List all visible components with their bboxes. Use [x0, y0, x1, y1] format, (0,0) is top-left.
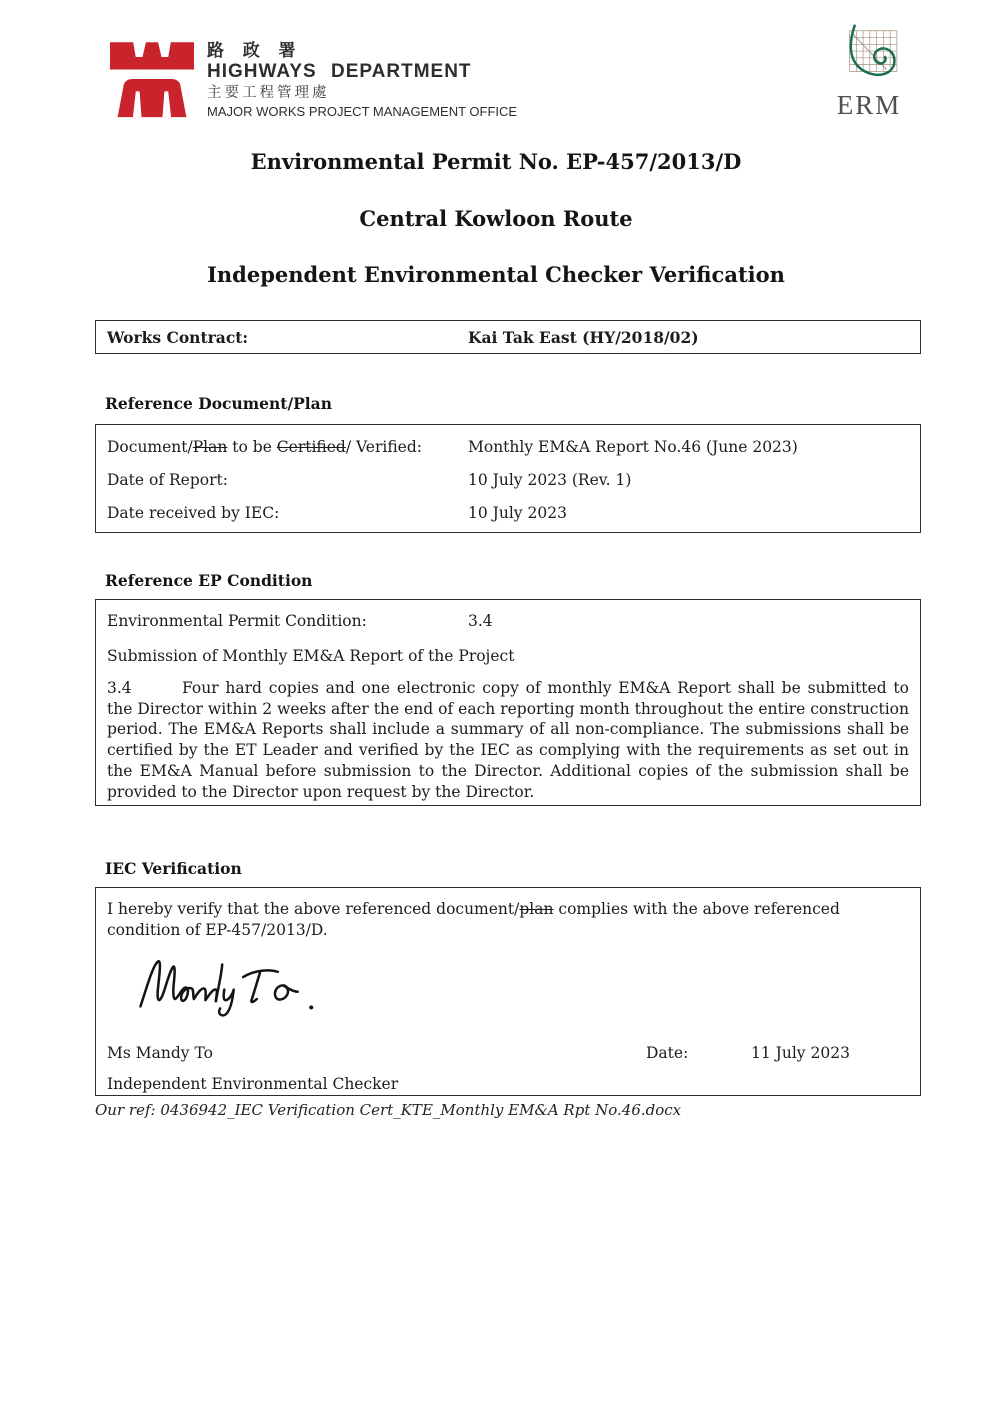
date-value: 11 July 2023 [751, 1044, 850, 1062]
iec-statement [107, 899, 909, 941]
date-of-report-row [96, 463, 920, 496]
ep-condition-value: 3.4 [468, 612, 493, 630]
signer-name: Ms Mandy To [107, 1044, 213, 1062]
statement-prefix: I hereby verify that the above referenced document/ [107, 900, 520, 918]
erm-wordmark: ERM [836, 90, 902, 120]
title-permit-number: Environmental Permit No. EP-457/2013/D [250, 149, 742, 174]
office-name-zh: 主要工程管理處 [207, 85, 330, 101]
section-heading-reference-document: Reference Document/Plan [105, 394, 332, 413]
date-of-report-value: 10 July 2023 (Rev. 1) [468, 470, 632, 489]
iec-verification-box [95, 887, 921, 1096]
ep-condition-label: Environmental Permit Condition: [107, 612, 367, 630]
ep-condition-row [107, 612, 909, 630]
ep-subheading: Submission of Monthly EM&A Report of the Project [107, 647, 515, 665]
reference-document-table [95, 424, 921, 533]
label-prefix: Document/ [107, 437, 193, 456]
our-ref: Our ref: 0436942_IEC Verification Cert_KTE_Monthly EM&A Rpt No.46.docx [95, 1101, 682, 1119]
document-verified-label [107, 438, 468, 456]
works-contract-value: Kai Tak East (HY/2018/02) [468, 327, 699, 347]
struck-word-plan: Plan [192, 437, 228, 456]
struck-word-certified: Certified [276, 437, 346, 456]
title-verification: Independent Environmental Checker Verification [207, 262, 785, 287]
date-label: Date: [646, 1044, 689, 1062]
works-contract-label: Works Contract: [107, 327, 249, 347]
highways-department-logo-icon [110, 40, 194, 118]
date-received-label: Date received by IEC: [107, 503, 280, 522]
department-name-block [207, 41, 517, 119]
ep-clause-paragraph [107, 678, 909, 802]
statement-suffix: complies with the above referenced condition of EP-457/2013/D. [107, 900, 840, 939]
ep-clause-number: 3.4 [107, 679, 132, 697]
ep-condition-table [95, 599, 921, 806]
struck-word-plan-2: plan [519, 900, 554, 918]
dept-name-zh: 路 政 署 [207, 41, 303, 60]
signer-date-row [107, 1044, 909, 1066]
label-suffix: / Verified: [345, 437, 422, 456]
section-heading-iec-verification: IEC Verification [105, 859, 242, 878]
label-middle: to be [227, 437, 277, 456]
office-name-en: MAJOR WORKS PROJECT MANAGEMENT OFFICE [207, 104, 518, 119]
signature [109, 954, 349, 1020]
erm-fern-logo-icon [836, 24, 902, 90]
date-of-report-label: Date of Report: [107, 470, 228, 489]
works-contract-table [95, 320, 921, 354]
section-heading-reference-ep: Reference EP Condition [105, 571, 313, 590]
title-route: Central Kowloon Route [359, 206, 633, 231]
date-received-row [96, 496, 920, 529]
signer-title: Independent Environmental Checker [107, 1075, 399, 1093]
document-verified-row [96, 430, 920, 463]
dept-name-en: HIGHWAYS DEPARTMENT [207, 61, 472, 82]
erm-logo-block [831, 24, 907, 119]
date-received-value: 10 July 2023 [468, 503, 567, 522]
ep-clause-text: Four hard copies and one electronic copy of monthly EM&A Report shall be submitted to the Director within 2 weeks after the end of each reporting month throughout the entire construction period. The EM&A Reports shall include a summary of all non-compliance. The submissions shall be certified by the ET Leader and verified by the IEC as complying with the requirements as set out in the EM&A Manual before submission to the Director. Additional copies of the submission shall be provided to the Director upon request by the Director. [107, 679, 909, 801]
document-verified-value: Monthly EM&A Report No.46 (June 2023) [468, 437, 798, 456]
